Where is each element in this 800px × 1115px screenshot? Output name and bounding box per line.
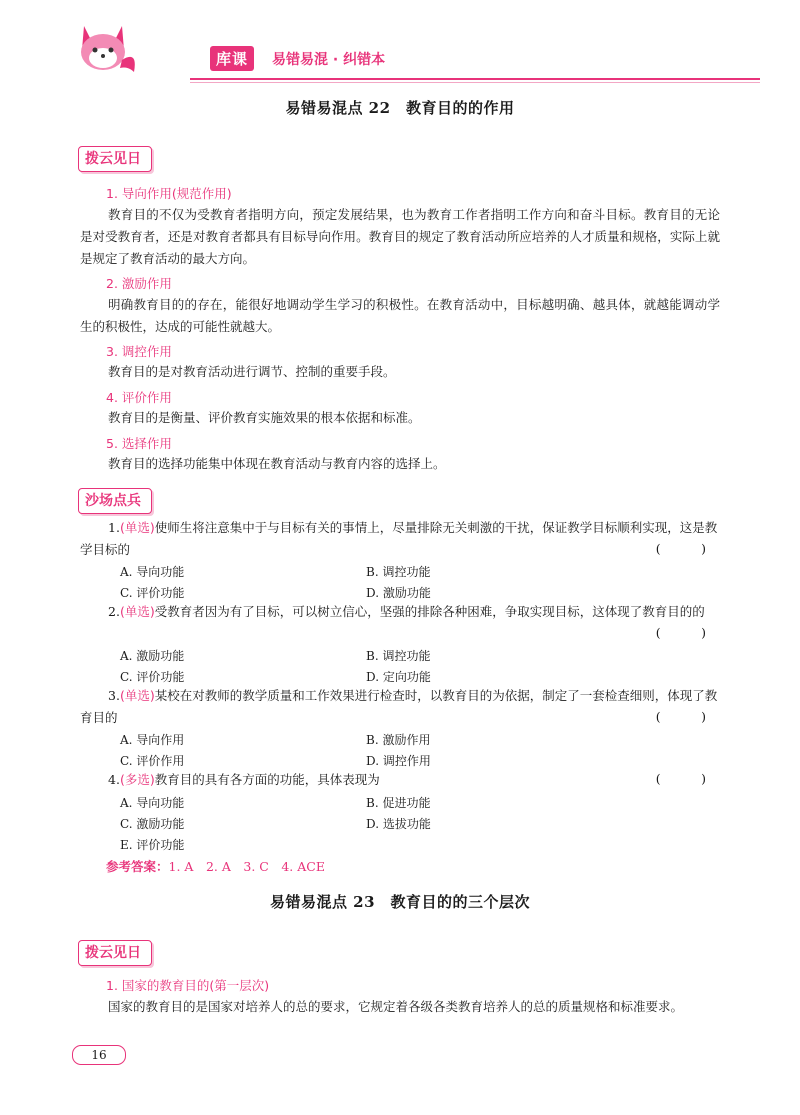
question-type: (单选) (119, 520, 155, 535)
tag-clear-cloud: 拨云见日 (78, 146, 152, 172)
question-number: 2. (108, 604, 120, 619)
question-number: 3. (108, 688, 120, 703)
option[interactable]: C. 评价功能 (120, 586, 185, 600)
header-divider (190, 78, 760, 80)
item-text-2: 明确教育目的的存在，能很好地调动学生学习的积极性。在教育活动中，目标越明确、越具体，就越能调动学生的积极性，达成的可能性就越大。 (80, 297, 720, 334)
item-text-5: 教育目的选择功能集中体现在教育活动与教育内容的选择上。 (108, 456, 446, 471)
option[interactable]: E. 评价功能 (120, 838, 185, 852)
question-type: (多选) (119, 772, 155, 787)
brand-subtitle: Wode Life (212, 66, 242, 73)
answer-blank[interactable]: ( ) (655, 709, 720, 724)
question-stem: 使师生将注意集中于与目标有关的事情上，尽量排除无关刺激的干扰，保证教学目标顺利实现，这是教学目标的 (80, 520, 718, 557)
page-header (72, 18, 732, 78)
option[interactable]: D. 调控作用 (366, 754, 431, 768)
page-number: 16 (72, 1045, 126, 1065)
tag-battlefield: 沙场点兵 (78, 488, 152, 514)
tag-clear-cloud-2: 拨云见日 (78, 940, 152, 966)
option[interactable]: A. 导向作用 (120, 733, 185, 747)
question-stem: 教育目的具有各方面的功能，具体表现为 (154, 772, 380, 787)
question-number: 1. (108, 520, 120, 535)
option[interactable]: B. 调控功能 (366, 649, 431, 663)
answer-blank[interactable]: ( ) (655, 541, 720, 556)
fox-mascot-logo (72, 20, 142, 78)
option[interactable]: A. 激励功能 (120, 649, 185, 663)
answer-value: 1. A 2. A 3. C 4. ACE (168, 859, 325, 874)
option[interactable]: D. 定向功能 (366, 670, 431, 684)
item-heading-2: 2. 激励作用 (106, 276, 172, 291)
question-1 (80, 517, 720, 561)
item-heading-23-1: 1. 国家的教育目的(第一层次) (106, 978, 270, 993)
question-type: (单选) (119, 604, 155, 619)
item-heading-4: 4. 评价作用 (106, 390, 172, 405)
header-title: 易错易混 · 纠错本 (272, 52, 386, 68)
item-text-3: 教育目的是对教育活动进行调节、控制的重要手段。 (108, 364, 396, 379)
option[interactable]: C. 评价作用 (120, 754, 185, 768)
header-divider-thin (190, 82, 760, 83)
option[interactable]: B. 激励作用 (366, 733, 431, 747)
option[interactable]: D. 激励功能 (366, 586, 431, 600)
item-text-23-1: 国家的教育目的是国家对培养人的总的要求，它规定着各级各类教育培养人的总的质量规格和标准要求。 (108, 999, 684, 1014)
question-2 (80, 601, 720, 623)
question-stem: 受教育者因为有了目标，可以树立信心，坚强的排除各种困难，争取实现目标，这体现了教育目的的 (154, 604, 705, 619)
answer-blank[interactable]: ( ) (655, 771, 720, 786)
option[interactable]: A. 导向功能 (120, 796, 185, 810)
item-heading-5: 5. 选择作用 (106, 436, 172, 451)
answer-blank[interactable]: ( ) (655, 625, 720, 640)
brand-logo-text: 库课 (210, 46, 254, 71)
question-stem: 某校在对教师的教学质量和工作效果进行检查时，以教育目的为依据，制定了一套检查细则，体现了教育目的 (80, 688, 718, 725)
option[interactable]: D. 选拔功能 (366, 817, 431, 831)
question-3 (80, 685, 720, 729)
question-type: (单选) (119, 688, 155, 703)
section-23-title: 易错易混点 23 教育目的的三个层次 (269, 893, 531, 911)
option[interactable]: A. 导向功能 (120, 565, 185, 579)
section-22-title: 易错易混点 22 教育目的的作用 (285, 99, 515, 117)
item-text-1: 教育目的不仅为受教育者指明方向，预定发展结果，也为教育工作者指明工作方向和奋斗目标。教育目的无论是对受教育者，还是对教育者都具有目标导向作用。教育目的规定了教育活动所应培养的人才质量和规格，实际上就是规定了教育活动的最大方向。 (80, 207, 720, 266)
question-4 (80, 769, 720, 791)
option[interactable]: B. 促进功能 (366, 796, 431, 810)
question-number: 4. (108, 772, 120, 787)
item-text-4: 教育目的是衡量、评价教育实施效果的根本依据和标准。 (108, 410, 421, 425)
reference-answers (106, 857, 325, 875)
item-heading-3: 3. 调控作用 (106, 344, 172, 359)
option[interactable]: C. 评价功能 (120, 670, 185, 684)
item-heading-1: 1. 导向作用(规范作用) (106, 186, 232, 201)
option[interactable]: B. 调控功能 (366, 565, 431, 579)
answer-label: 参考答案： (106, 859, 169, 874)
option[interactable]: C. 激励功能 (120, 817, 185, 831)
